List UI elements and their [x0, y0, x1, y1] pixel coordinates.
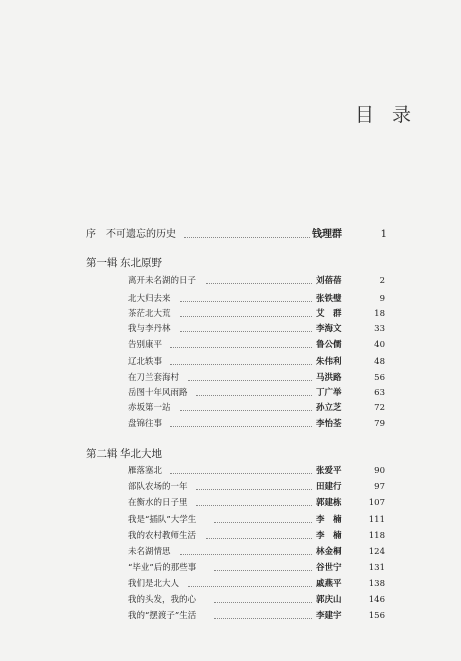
entry-title: 部队农场的一年 — [128, 482, 188, 492]
toc-preface-row[interactable] — [0, 226, 461, 244]
section-heading-2 — [86, 446, 162, 461]
dot-leader — [214, 618, 312, 619]
dot-leader — [170, 364, 312, 365]
dot-leader — [180, 301, 312, 302]
entry-title: 我的农村教师生活 — [128, 531, 197, 541]
entry-title: 盘锦往事 — [128, 419, 163, 429]
preface-title: 不可遗忘的历史 — [106, 229, 176, 240]
entry-author: 林金桐 — [316, 547, 342, 557]
entry-page: 111 — [368, 515, 385, 525]
preface-page: 1 — [380, 229, 387, 240]
dot-leader — [214, 570, 312, 571]
dot-leader — [180, 554, 312, 555]
entry-title: 辽北轶事 — [128, 357, 163, 367]
section-number: 第二辑 — [86, 448, 118, 460]
dot-leader — [214, 522, 312, 523]
entry-title: 我与李丹林 — [128, 324, 171, 334]
entry-title: “毕业”后的那些事 — [128, 563, 197, 573]
entry-page: 124 — [368, 547, 385, 557]
entry-page: 156 — [368, 611, 385, 621]
dot-leader — [180, 316, 312, 317]
entry-page: 48 — [374, 357, 385, 367]
entry-page: 40 — [374, 340, 385, 350]
entry-page: 107 — [368, 498, 385, 508]
entry-title: 在刀兰套海村 — [128, 373, 180, 383]
entry-author: 艾 群 — [316, 309, 342, 319]
entry-page: 79 — [374, 419, 385, 429]
entry-title: 茶茫北大荒 — [128, 309, 171, 319]
toc-entry[interactable] — [0, 607, 461, 625]
entry-author: 张铁璧 — [316, 294, 342, 304]
entry-page: 131 — [368, 563, 385, 573]
entry-page: 138 — [368, 579, 385, 589]
dot-leader — [188, 380, 312, 381]
dot-leader — [170, 347, 312, 348]
entry-title: 赤坂第一站 — [128, 403, 171, 413]
entry-page: 118 — [368, 531, 385, 541]
entry-author: 戚燕平 — [316, 579, 342, 589]
entry-title: 雁落塞北 — [128, 466, 163, 476]
entry-author: 李 楠 — [316, 515, 342, 525]
dot-leader — [170, 426, 312, 427]
section-heading-1 — [86, 255, 162, 270]
entry-author: 马洪路 — [316, 373, 342, 383]
entry-page: 97 — [374, 482, 385, 492]
entry-title: 未名湖情思 — [128, 547, 171, 557]
dot-leader — [206, 538, 312, 539]
dot-leader — [184, 237, 310, 238]
page-title: 目 录 — [354, 104, 417, 126]
entry-title: 我是“插队”大学生 — [128, 515, 197, 525]
entry-page: 90 — [374, 466, 385, 476]
section-name: 华北大地 — [120, 448, 162, 460]
entry-author: 鲁公儒 — [316, 340, 342, 350]
toc-entry[interactable] — [0, 272, 461, 290]
entry-page: 18 — [374, 309, 385, 319]
dot-leader — [206, 283, 312, 284]
entry-page: 63 — [374, 388, 385, 398]
entry-page: 146 — [368, 595, 385, 605]
entry-title: 北大归去来 — [128, 294, 171, 304]
dot-leader — [188, 586, 312, 587]
dot-leader — [214, 602, 312, 603]
entry-page: 9 — [379, 294, 385, 304]
entry-title: 我的“摆渡子”生活 — [128, 611, 197, 621]
entry-author: 谷世宁 — [316, 563, 342, 573]
dot-leader — [170, 473, 312, 474]
dot-leader — [196, 395, 312, 396]
toc-entry[interactable] — [0, 415, 461, 433]
entry-title: 在衡水的日子里 — [128, 498, 188, 508]
entry-author: 郭庆山 — [316, 595, 342, 605]
toc-entry[interactable] — [0, 494, 461, 512]
entry-author: 丁广举 — [316, 388, 342, 398]
entry-page: 72 — [374, 403, 385, 413]
entry-page: 33 — [374, 324, 385, 334]
entry-author: 郭建栋 — [316, 498, 342, 508]
entry-title: 告别康平 — [128, 340, 163, 350]
dot-leader — [196, 489, 312, 490]
dot-leader — [180, 410, 312, 411]
section-number: 第一辑 — [86, 257, 118, 269]
entry-author: 李 楠 — [316, 531, 342, 541]
preface-author: 钱理群 — [312, 229, 342, 240]
entry-author: 刘蓓蓓 — [316, 276, 342, 286]
entry-page: 56 — [374, 373, 385, 383]
entry-title: 岳图十年风雨路 — [128, 388, 188, 398]
entry-title: 我们是北大人 — [128, 579, 180, 589]
toc-entry[interactable] — [0, 336, 461, 354]
preface-label: 序 — [86, 229, 96, 240]
entry-author: 田建行 — [316, 482, 342, 492]
entry-title: 我的头发，我的心 — [128, 595, 197, 605]
entry-author: 朱伟利 — [316, 357, 342, 367]
entry-author: 孙立芝 — [316, 403, 342, 413]
entry-author: 李海文 — [316, 324, 342, 334]
dot-leader — [180, 331, 312, 332]
dot-leader — [196, 505, 312, 506]
entry-page: 2 — [379, 276, 385, 286]
entry-author: 李建宇 — [316, 611, 342, 621]
section-name: 东北原野 — [120, 257, 162, 269]
entry-author: 李怡荃 — [316, 419, 342, 429]
entry-author: 张爱平 — [316, 466, 342, 476]
entry-title: 离开未名湖的日子 — [128, 276, 197, 286]
